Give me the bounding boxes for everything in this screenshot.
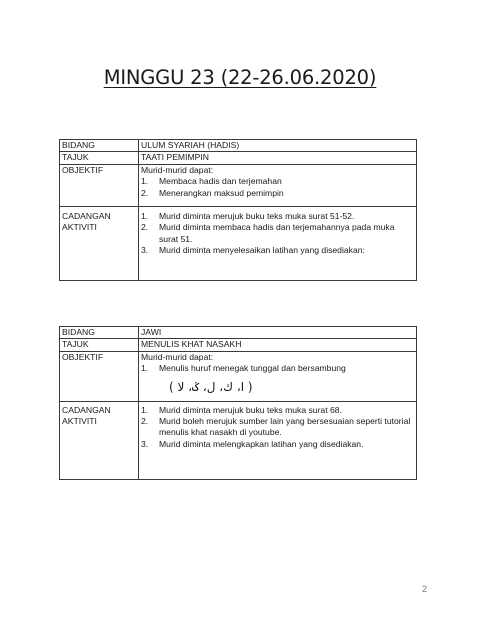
aktiviti-cell [139, 207, 417, 281]
bidang-value: JAWI [139, 327, 417, 339]
tajuk-label: TAJUK [60, 339, 139, 351]
table-row-bidang [60, 140, 417, 152]
table-row-aktiviti [60, 207, 417, 281]
list-item [141, 439, 414, 450]
list-item [141, 245, 414, 256]
list-item [141, 222, 414, 245]
objektif-label: OBJEKTIF [60, 351, 139, 401]
aktiviti-label [60, 207, 139, 281]
lesson-table-hadis [59, 139, 417, 281]
list-item [141, 211, 414, 222]
list-item [141, 176, 414, 187]
list-text: Murid diminta melengkapkan latihan yang disediakan. [159, 438, 364, 449]
list-text: Membaca hadis dan terjemahan [159, 176, 282, 187]
aktiviti-cell [139, 401, 417, 480]
objektif-cell [139, 164, 417, 206]
list-text: Murid diminta merujuk buku teks muka surat 68. [159, 404, 342, 415]
page-number: 2 [421, 584, 427, 594]
list-number: 1. [141, 211, 149, 222]
table-row-tajuk [60, 152, 417, 164]
page-title: MINGGU 23 (22-26.06.2020) [103, 66, 377, 89]
list-number: 3. [141, 245, 149, 256]
lesson-table-jawi [59, 326, 417, 480]
list-item [141, 188, 414, 199]
tajuk-value: MENULIS KHAT NASAKH [139, 339, 417, 351]
list-number: 3. [141, 438, 149, 449]
aktiviti-label-line2: AKTIVITI [62, 222, 97, 233]
objektif-intro: Murid-murid dapat: [141, 164, 214, 175]
list-text: Menerangkan maksud pemimpin [159, 187, 284, 198]
list-number: 1. [141, 363, 149, 374]
objektif-intro: Murid-murid dapat: [141, 351, 214, 362]
table-row-objektif [60, 164, 417, 206]
bidang-value: ULUM SYARIAH (HADIS) [139, 140, 417, 152]
aktiviti-label-line1: CADANGAN [62, 404, 111, 415]
list-text: Murid boleh merujuk sumber lain yang bersesuaian seperti tutorial menulis khat nasakh di youtube. [159, 416, 411, 438]
list-text: Menulis huruf menegak tunggal dan bersambung [159, 363, 346, 374]
table-row-objektif [60, 351, 417, 401]
table-row-bidang [60, 327, 417, 339]
objektif-label: OBJEKTIF [60, 164, 139, 206]
list-number: 1. [141, 404, 149, 415]
aktiviti-label-line1: CADANGAN [62, 211, 111, 222]
list-text: Murid diminta menyelesaikan latihan yang disediakan: [159, 245, 365, 256]
list-number: 1. [141, 176, 149, 187]
list-item [141, 363, 414, 374]
list-number: 2. [141, 416, 149, 427]
bidang-label: BIDANG [60, 140, 139, 152]
aktiviti-label-line2: AKTIVITI [62, 416, 97, 427]
list-item [141, 405, 414, 416]
table-row-aktiviti [60, 401, 417, 480]
tajuk-value: TAATI PEMIMPIN [139, 152, 417, 164]
list-text: Murid diminta membaca hadis dan terjemahannya pada muka surat 51. [159, 222, 395, 244]
tajuk-label: TAJUK [60, 152, 139, 164]
arabic-letters: ( ا، ك، ل، ݢ، لا ) [169, 379, 253, 394]
bidang-label: BIDANG [60, 327, 139, 339]
list-text: Murid diminta merujuk buku teks muka surat 51-52. [159, 211, 355, 222]
aktiviti-label [60, 401, 139, 480]
list-number: 2. [141, 222, 149, 233]
list-number: 2. [141, 187, 149, 198]
objektif-cell [139, 351, 417, 401]
list-item [141, 416, 414, 439]
table-row-tajuk [60, 339, 417, 351]
